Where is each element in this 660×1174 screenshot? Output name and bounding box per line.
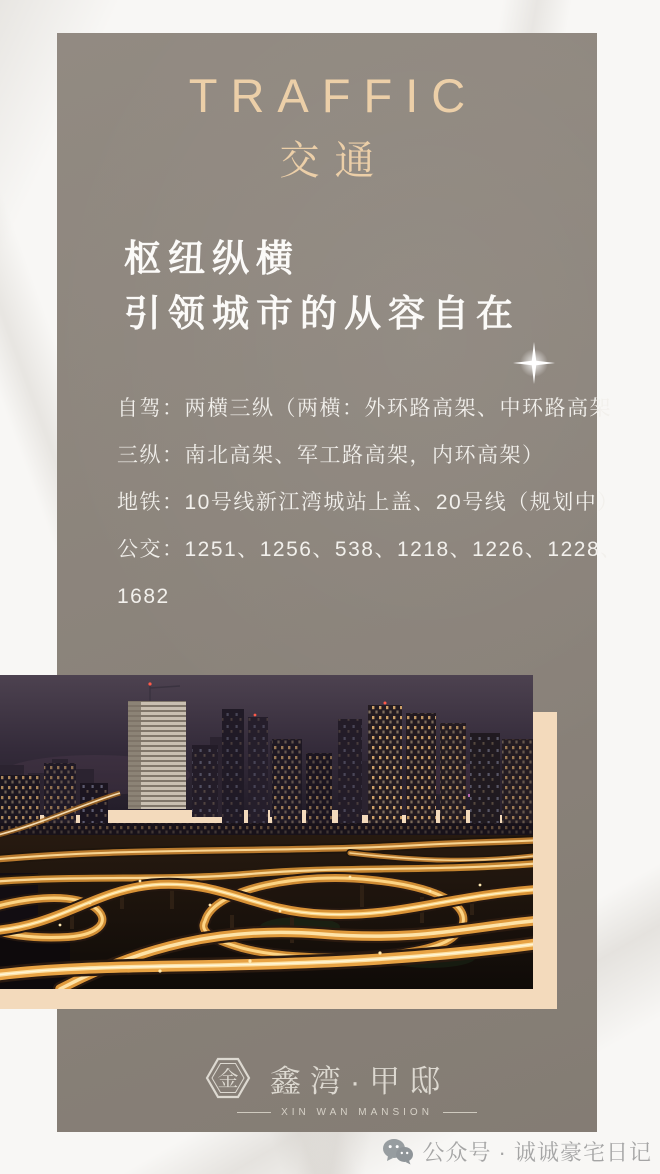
brand-name-english-row (237, 1107, 477, 1118)
brand-logo (57, 1055, 597, 1118)
section-title-chinese: 交通 (279, 139, 390, 183)
city-interchange-photo (0, 675, 533, 989)
info-line-driving: 自驾：两横三纵（两横：外环路高架、中环路高架 (117, 397, 612, 420)
wechat-icon (382, 1138, 414, 1165)
info-line-bus: 公交：1251、1256、538、1218、1226、1228、 (117, 538, 623, 561)
brand-emblem-icon (205, 1055, 251, 1101)
traffic-info-list (117, 385, 623, 620)
brand-logo-row (205, 1055, 449, 1101)
info-line-bus-2: 1682 (117, 585, 170, 608)
right-rule (443, 1112, 477, 1113)
brand-name-english: XIN WAN MANSION (281, 1107, 433, 1118)
sparkle-icon (512, 341, 556, 385)
brand-name-chinese: 鑫湾·甲邸 (269, 1063, 450, 1099)
headline-line-2: 引领城市的从容自在 (124, 293, 520, 334)
info-line-driving-2: 三纵：南北高架、军工路高架，内环高架） (117, 444, 545, 467)
wechat-account-badge (382, 1134, 652, 1168)
wechat-account-label: 公众号 · 诚诚豪宅日记 (422, 1139, 652, 1165)
info-line-metro: 地铁：10号线新江湾城站上盖、20号线（规划中） (117, 491, 620, 514)
headline-line-1: 枢纽纵横 (124, 238, 300, 279)
headline (124, 231, 520, 341)
section-title-english: TRAFFIC (188, 69, 479, 122)
svg-text:金: 金 (217, 1067, 239, 1091)
left-rule (237, 1112, 271, 1113)
